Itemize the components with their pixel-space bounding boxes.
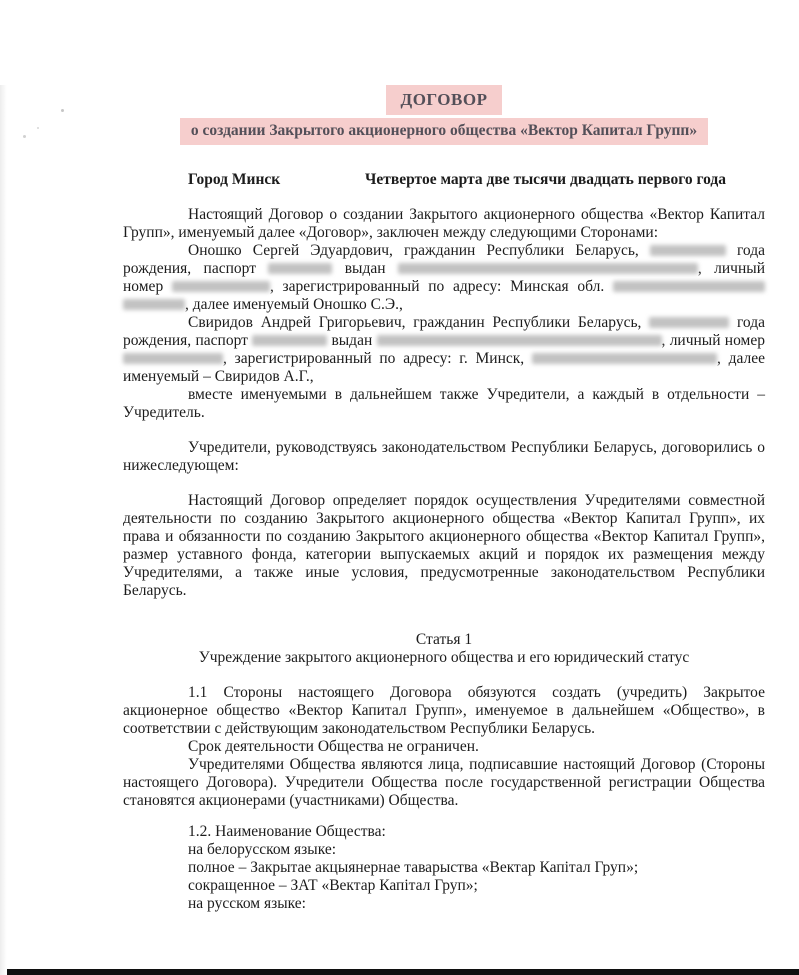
- scan-edge-shade: [0, 85, 7, 975]
- paragraph: Свиридов Андрей Григорьевич, гражданин Республики Беларусь, года рождения, паспорт выдан , личный номер , зарегистрированный по адресу: г. Минск, , далее именуемый – Свиридов А.Г.,: [123, 314, 765, 385]
- redacted-text: [650, 245, 726, 256]
- scan-speck: [23, 135, 26, 138]
- document-page: [0, 85, 799, 975]
- paragraph: Настоящий Договор определяет порядок осуществления Учредителями совместной деятельности по созданию Закрытого акционерного общества «Вектор Капитал Групп», их права и обязанности по созданию Закрытого акционерного общества «Вектор Капитал Групп», размер уставного фонда, категории выпускаемых акций и порядок их размещения между Учредителями, а также иные условия, предусмотренные законодательством Республики Беларусь.: [123, 492, 765, 599]
- document-header: [123, 85, 765, 145]
- paragraph: полное – Закрытае акцыянернае таварыства «Вектар Капітал Груп»;: [188, 859, 639, 876]
- scan-speck: [37, 127, 39, 129]
- paragraph: Настоящий Договор о создании Закрытого акционерного общества «Вектор Капитал Групп», именуемый далее «Договор», заключен между следующими Сторонами:: [123, 206, 765, 241]
- paragraph: 1.2. Наименование Общества:: [188, 823, 386, 840]
- redacted-text: [123, 299, 185, 310]
- redacted-text: [398, 263, 698, 274]
- redacted-text: [613, 281, 765, 292]
- document-subtitle: о создании Закрытого акционерного общества «Вектор Капитал Групп»: [180, 118, 708, 145]
- paragraph: сокращенное – ЗАТ «Вектар Капітал Груп»;: [188, 877, 478, 894]
- dateline-date: Четвертое марта две тысячи двадцать первого года: [365, 171, 727, 188]
- redacted-text: [123, 353, 223, 364]
- scan-bottom-bar: [7, 969, 799, 975]
- redacted-text: [649, 317, 729, 328]
- paragraph: Учредители, руководствуясь законодательством Республики Беларусь, договорились о нижеследующем:: [123, 439, 765, 474]
- paragraph: на русском языке:: [188, 895, 306, 912]
- redacted-text: [268, 263, 332, 274]
- redacted-text: [377, 335, 662, 346]
- paragraph: Оношко Сергей Эдуардович, гражданин Республики Беларусь, года рождения, паспорт выдан , личный номер , зарегистрированный по адресу: Минская обл. , далее именуемый Оношко С.Э.,: [123, 242, 765, 313]
- paragraph: Срок деятельности Общества не ограничен.: [188, 738, 479, 755]
- paragraph: Учреждение закрытого акционерного общества и его юридический статус: [198, 649, 690, 666]
- paragraph: вместе именуемыми в дальнейшем также Учредители, а каждый в отдельности – Учредитель.: [123, 386, 765, 421]
- paragraph: Учредителями Общества являются лица, подписавшие настоящий Договор (Стороны настоящего Договора). Учредители Общества после государственной регистрации Общества становятся акционерами (участниками) Общества.: [123, 756, 765, 809]
- scan-speck: [61, 109, 64, 112]
- dateline: [123, 171, 765, 189]
- dateline-city: Город Минск: [188, 171, 281, 188]
- document-body: [123, 206, 765, 913]
- paragraph: 1.1 Стороны настоящего Договора обязуются создать (учредить) Закрытое акционерное общество «Вектор Капитал Групп», именуемое в дальнейшем «Общество», в соответствии с действующим законодательством Республики Беларусь.: [123, 684, 765, 737]
- redacted-text: [252, 335, 327, 346]
- document-content: [0, 85, 799, 913]
- redacted-text: [532, 353, 717, 364]
- paragraph: на белорусском языке:: [188, 841, 337, 858]
- redacted-text: [172, 281, 270, 292]
- document-subtitle-row: [123, 118, 765, 145]
- document-title: ДОГОВОР: [386, 85, 503, 115]
- paragraph: Статья 1: [415, 631, 473, 648]
